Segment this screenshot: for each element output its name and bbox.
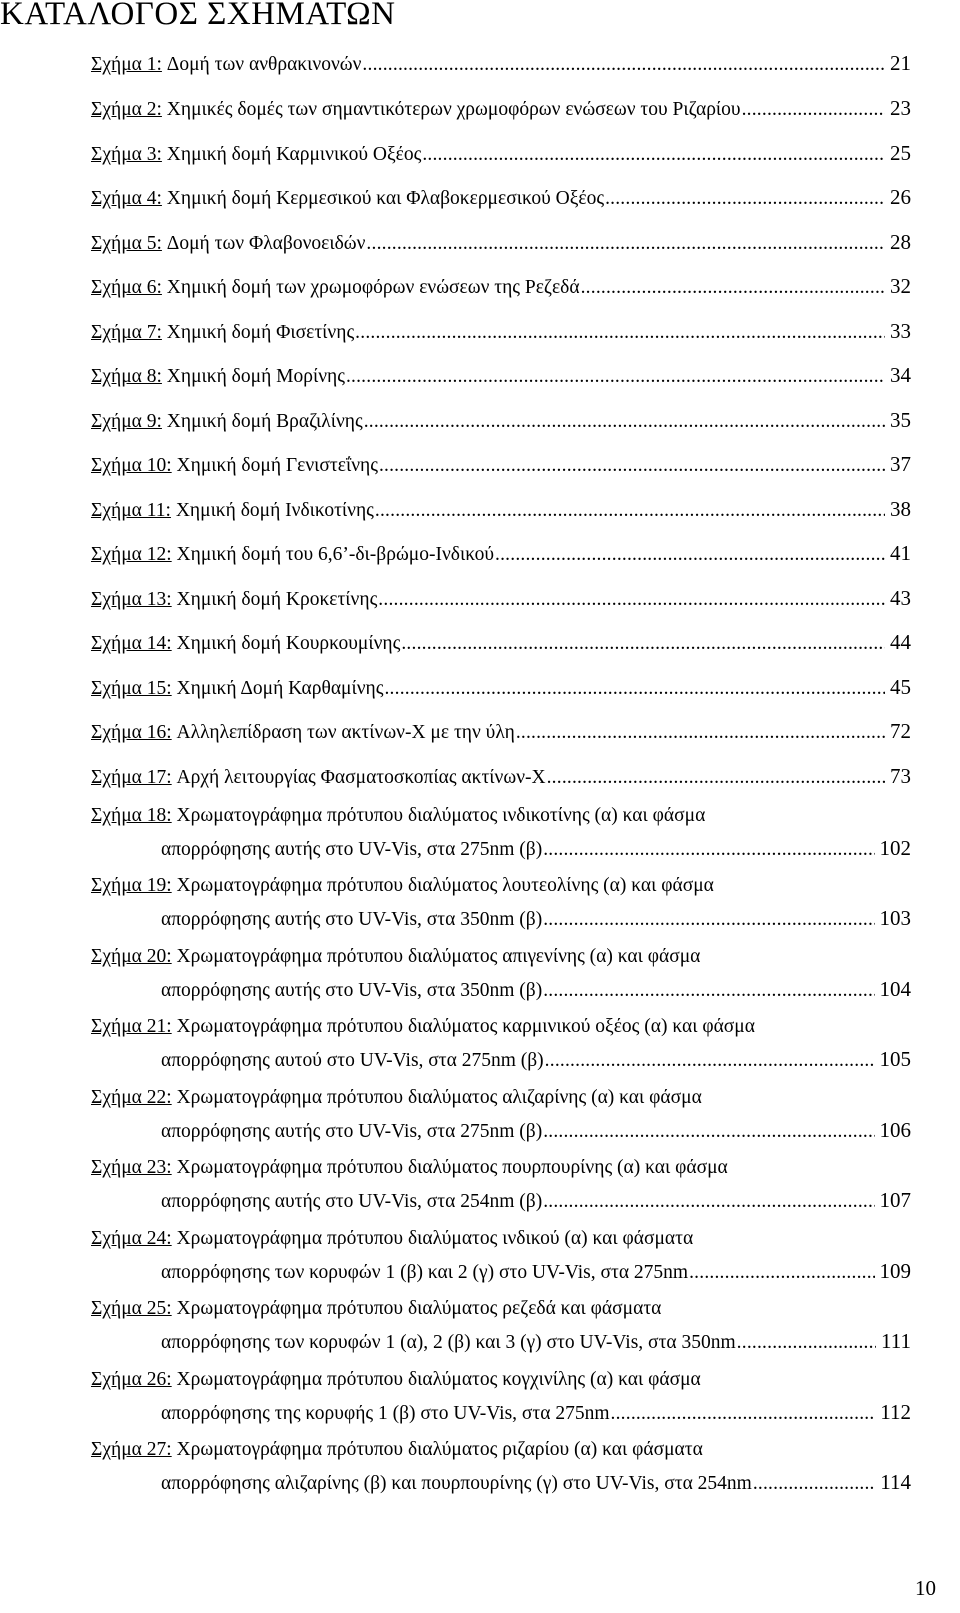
toc-entry[interactable] bbox=[91, 715, 911, 747]
toc-entry[interactable] bbox=[91, 404, 911, 436]
figure-caption: Χημική Δομή Καρθαμίνης bbox=[176, 678, 384, 699]
figure-caption-continued: απορρόφησης αυτής στο UV-Vis, στα 275nm (β) bbox=[161, 839, 543, 860]
figure-label: Σχήμα 2: bbox=[91, 99, 162, 120]
figure-label: Σχήμα 21: bbox=[91, 1016, 172, 1037]
figure-label: Σχήμα 23: bbox=[91, 1157, 172, 1178]
figure-caption: Δομή των Φλαβονοειδών bbox=[166, 233, 366, 254]
figure-page: 111 bbox=[881, 1329, 911, 1353]
dot-leader bbox=[495, 539, 885, 571]
toc-entry[interactable] bbox=[91, 315, 911, 347]
figure-label: Σχήμα 8: bbox=[91, 366, 162, 387]
dot-leader bbox=[611, 1398, 876, 1430]
figure-page: 26 bbox=[890, 185, 911, 209]
figure-label: Σχήμα 14: bbox=[91, 633, 172, 654]
figure-page: 105 bbox=[879, 1047, 911, 1071]
toc-entry[interactable] bbox=[91, 92, 911, 124]
figure-label: Σχήμα 19: bbox=[91, 875, 172, 896]
figure-caption: Χρωματογράφημα πρότυπου διαλύματος λουτεολίνης (α) και φάσμα bbox=[176, 875, 714, 896]
figure-caption: Χημική δομή Κροκετίνης bbox=[176, 589, 378, 610]
dot-leader bbox=[753, 1468, 875, 1500]
figure-page: 38 bbox=[890, 497, 911, 521]
figure-caption: Δομή των ανθρακινονών bbox=[166, 54, 362, 75]
toc-entry[interactable] bbox=[91, 1011, 911, 1075]
figure-caption: Χημική δομή Βραζιλίνης bbox=[166, 411, 363, 432]
dot-leader bbox=[401, 628, 885, 660]
dot-leader bbox=[543, 1186, 874, 1218]
figure-caption: Χημική δομή των χρωμοφόρων ενώσεων της Ρεζεδά bbox=[166, 277, 580, 298]
figure-page: 44 bbox=[890, 630, 911, 654]
dot-leader bbox=[689, 1257, 874, 1289]
figure-page: 21 bbox=[890, 51, 911, 75]
figure-caption: Χρωματογράφημα πρότυπου διαλύματος ρεζεδά και φάσματα bbox=[176, 1298, 662, 1319]
figure-page: 33 bbox=[890, 319, 911, 343]
figure-label: Σχήμα 26: bbox=[91, 1369, 172, 1390]
figure-page: 32 bbox=[890, 274, 911, 298]
dot-leader bbox=[364, 406, 885, 438]
figure-page: 72 bbox=[890, 719, 911, 743]
figure-label: Σχήμα 7: bbox=[91, 322, 162, 343]
figure-caption: Χημική δομή Καρμινικού Οξέος bbox=[166, 144, 422, 165]
figure-page: 45 bbox=[890, 675, 911, 699]
dot-leader bbox=[543, 975, 874, 1007]
figure-caption: Χημική δομή Μορίνης bbox=[166, 366, 345, 387]
figure-caption: Χρωματογράφημα πρότυπου διαλύματος κογχινίλης (α) και φάσμα bbox=[176, 1369, 701, 1390]
figure-label: Σχήμα 17: bbox=[91, 767, 172, 788]
figure-caption: Χημική δομή Κερμεσικού και Φλαβοκερμεσικού Οξέος bbox=[166, 188, 605, 209]
toc-entry[interactable] bbox=[91, 226, 911, 258]
figure-page: 35 bbox=[890, 408, 911, 432]
figure-page: 41 bbox=[890, 541, 911, 565]
figure-caption-continued: απορρόφησης της κορυφής 1 (β) στο UV-Vis, στα 275nm bbox=[161, 1403, 610, 1424]
dot-leader bbox=[384, 673, 885, 705]
toc-entry[interactable] bbox=[91, 47, 911, 79]
figure-caption: Χημική δομή Φισετίνης bbox=[166, 322, 355, 343]
figure-caption-continued: απορρόφησης αυτής στο UV-Vis, στα 350nm (β) bbox=[161, 980, 543, 1001]
dot-leader bbox=[605, 183, 885, 215]
figure-label: Σχήμα 3: bbox=[91, 144, 162, 165]
figure-label: Σχήμα 25: bbox=[91, 1298, 172, 1319]
dot-leader bbox=[375, 495, 885, 527]
figure-caption-continued: απορρόφησης αυτής στο UV-Vis, στα 275nm (β) bbox=[161, 1121, 543, 1142]
figure-page: 107 bbox=[879, 1188, 911, 1212]
dot-leader bbox=[737, 1327, 876, 1359]
figure-label: Σχήμα 13: bbox=[91, 589, 172, 610]
dot-leader bbox=[355, 317, 885, 349]
toc-entry[interactable] bbox=[91, 1152, 911, 1216]
dot-leader bbox=[547, 762, 885, 794]
dot-leader bbox=[379, 450, 885, 482]
dot-leader bbox=[543, 904, 874, 936]
figure-page: 103 bbox=[879, 906, 911, 930]
figure-caption: Χημική δομή του 6,6’-δι-βρώμο-Ινδικού bbox=[176, 544, 495, 565]
toc-entry[interactable] bbox=[91, 870, 911, 934]
toc-entry[interactable] bbox=[91, 626, 911, 658]
toc-entry[interactable] bbox=[91, 537, 911, 569]
page-title: ΚΑΤΑΛΟΓΟΣ ΣΧΗΜΑΤΩΝ bbox=[0, 0, 396, 32]
toc-entry[interactable] bbox=[91, 1082, 911, 1146]
figure-caption-continued: απορρόφησης αλιζαρίνης (β) και πουρπουρίνης (γ) στο UV-Vis, στα 254nm bbox=[161, 1473, 752, 1494]
figure-label: Σχήμα 22: bbox=[91, 1087, 172, 1108]
figure-label: Σχήμα 4: bbox=[91, 188, 162, 209]
figure-label: Σχήμα 24: bbox=[91, 1228, 172, 1249]
toc-entry[interactable] bbox=[91, 1223, 911, 1287]
figure-label: Σχήμα 6: bbox=[91, 277, 162, 298]
figure-caption: Χρωματογράφημα πρότυπου διαλύματος ινδικού (α) και φάσματα bbox=[176, 1228, 694, 1249]
figure-label: Σχήμα 5: bbox=[91, 233, 162, 254]
figure-caption: Χρωματογράφημα πρότυπου διαλύματος ινδικοτίνης (α) και φάσμα bbox=[176, 805, 706, 826]
toc-entry[interactable] bbox=[91, 800, 911, 864]
figure-page: 102 bbox=[879, 836, 911, 860]
figure-caption: Αλληλεπίδραση των ακτίνων-Χ με την ύλη bbox=[176, 722, 515, 743]
toc-entry[interactable] bbox=[91, 760, 911, 792]
figure-page: 112 bbox=[880, 1400, 911, 1424]
figure-page: 34 bbox=[890, 363, 911, 387]
dot-leader bbox=[378, 584, 885, 616]
figure-page: 25 bbox=[890, 141, 911, 165]
figure-page: 106 bbox=[879, 1118, 911, 1142]
toc-entry[interactable] bbox=[91, 137, 911, 169]
dot-leader bbox=[362, 49, 885, 81]
figure-caption-continued: απορρόφησης αυτού στο UV-Vis, στα 275nm (β) bbox=[161, 1050, 544, 1071]
toc-entry[interactable] bbox=[91, 181, 911, 213]
figure-page: 104 bbox=[879, 977, 911, 1001]
toc-entry[interactable] bbox=[91, 493, 911, 525]
dot-leader bbox=[545, 1045, 875, 1077]
toc-entry[interactable] bbox=[91, 1293, 911, 1357]
figure-caption: Χημική δομή Ινδικοτίνης bbox=[175, 500, 374, 521]
figure-label: Σχήμα 9: bbox=[91, 411, 162, 432]
toc-entry[interactable] bbox=[91, 448, 911, 480]
page-number: 10 bbox=[915, 1576, 936, 1600]
toc-entry[interactable] bbox=[91, 1434, 911, 1498]
figure-label: Σχήμα 27: bbox=[91, 1439, 172, 1460]
figure-label: Σχήμα 15: bbox=[91, 678, 172, 699]
toc-entry[interactable] bbox=[91, 671, 911, 703]
figure-caption: Χημική δομή Κουρκουμίνης bbox=[176, 633, 401, 654]
figure-label: Σχήμα 20: bbox=[91, 946, 172, 967]
figure-caption: Αρχή λειτουργίας Φασματοσκοπίας ακτίνων-Χ bbox=[176, 767, 546, 788]
dot-leader bbox=[543, 834, 874, 866]
dot-leader bbox=[346, 361, 885, 393]
figure-label: Σχήμα 10: bbox=[91, 455, 172, 476]
figure-caption: Χρωματογράφημα πρότυπου διαλύματος πουρπουρίνης (α) και φάσμα bbox=[176, 1157, 728, 1178]
toc-entry[interactable] bbox=[91, 582, 911, 614]
figure-label: Σχήμα 18: bbox=[91, 805, 172, 826]
figure-page: 43 bbox=[890, 586, 911, 610]
dot-leader bbox=[543, 1116, 874, 1148]
figure-page: 37 bbox=[890, 452, 911, 476]
figure-page: 73 bbox=[890, 764, 911, 788]
figure-caption: Χρωματογράφημα πρότυπου διαλύματος ριζαρίου (α) και φάσματα bbox=[176, 1439, 703, 1460]
dot-leader bbox=[742, 94, 885, 126]
toc-entry[interactable] bbox=[91, 941, 911, 1005]
figure-caption: Χημικές δομές των σημαντικότερων χρωμοφόρων ενώσεων του Ριζαρίου bbox=[166, 99, 741, 120]
figure-caption: Χρωματογράφημα πρότυπου διαλύματος καρμινικού οξέος (α) και φάσμα bbox=[176, 1016, 755, 1037]
figure-page: 114 bbox=[880, 1470, 911, 1494]
figure-page: 109 bbox=[879, 1259, 911, 1283]
figure-caption-continued: απορρόφησης αυτής στο UV-Vis, στα 254nm (β) bbox=[161, 1191, 543, 1212]
figure-label: Σχήμα 12: bbox=[91, 544, 172, 565]
toc-entry[interactable] bbox=[91, 270, 911, 302]
figure-caption: Χημική δομή Γενιστεΐνης bbox=[176, 455, 378, 476]
dot-leader bbox=[366, 228, 885, 260]
figure-label: Σχήμα 16: bbox=[91, 722, 172, 743]
dot-leader bbox=[422, 139, 885, 171]
figure-label: Σχήμα 11: bbox=[91, 500, 171, 521]
figure-label: Σχήμα 1: bbox=[91, 54, 162, 75]
figure-caption: Χρωματογράφημα πρότυπου διαλύματος απιγενίνης (α) και φάσμα bbox=[176, 946, 701, 967]
figure-page: 23 bbox=[890, 96, 911, 120]
toc-entry[interactable] bbox=[91, 359, 911, 391]
dot-leader bbox=[516, 717, 885, 749]
figure-caption-continued: απορρόφησης αυτής στο UV-Vis, στα 350nm (β) bbox=[161, 909, 543, 930]
figure-caption-continued: απορρόφησης των κορυφών 1 (α), 2 (β) και 3 (γ) στο UV-Vis, στα 350nm bbox=[161, 1332, 736, 1353]
toc-entry[interactable] bbox=[91, 1364, 911, 1428]
figure-caption: Χρωματογράφημα πρότυπου διαλύματος αλιζαρίνης (α) και φάσμα bbox=[176, 1087, 702, 1108]
figure-page: 28 bbox=[890, 230, 911, 254]
figure-caption-continued: απορρόφησης των κορυφών 1 (β) και 2 (γ) στο UV-Vis, στα 275nm bbox=[161, 1262, 689, 1283]
dot-leader bbox=[581, 272, 885, 304]
